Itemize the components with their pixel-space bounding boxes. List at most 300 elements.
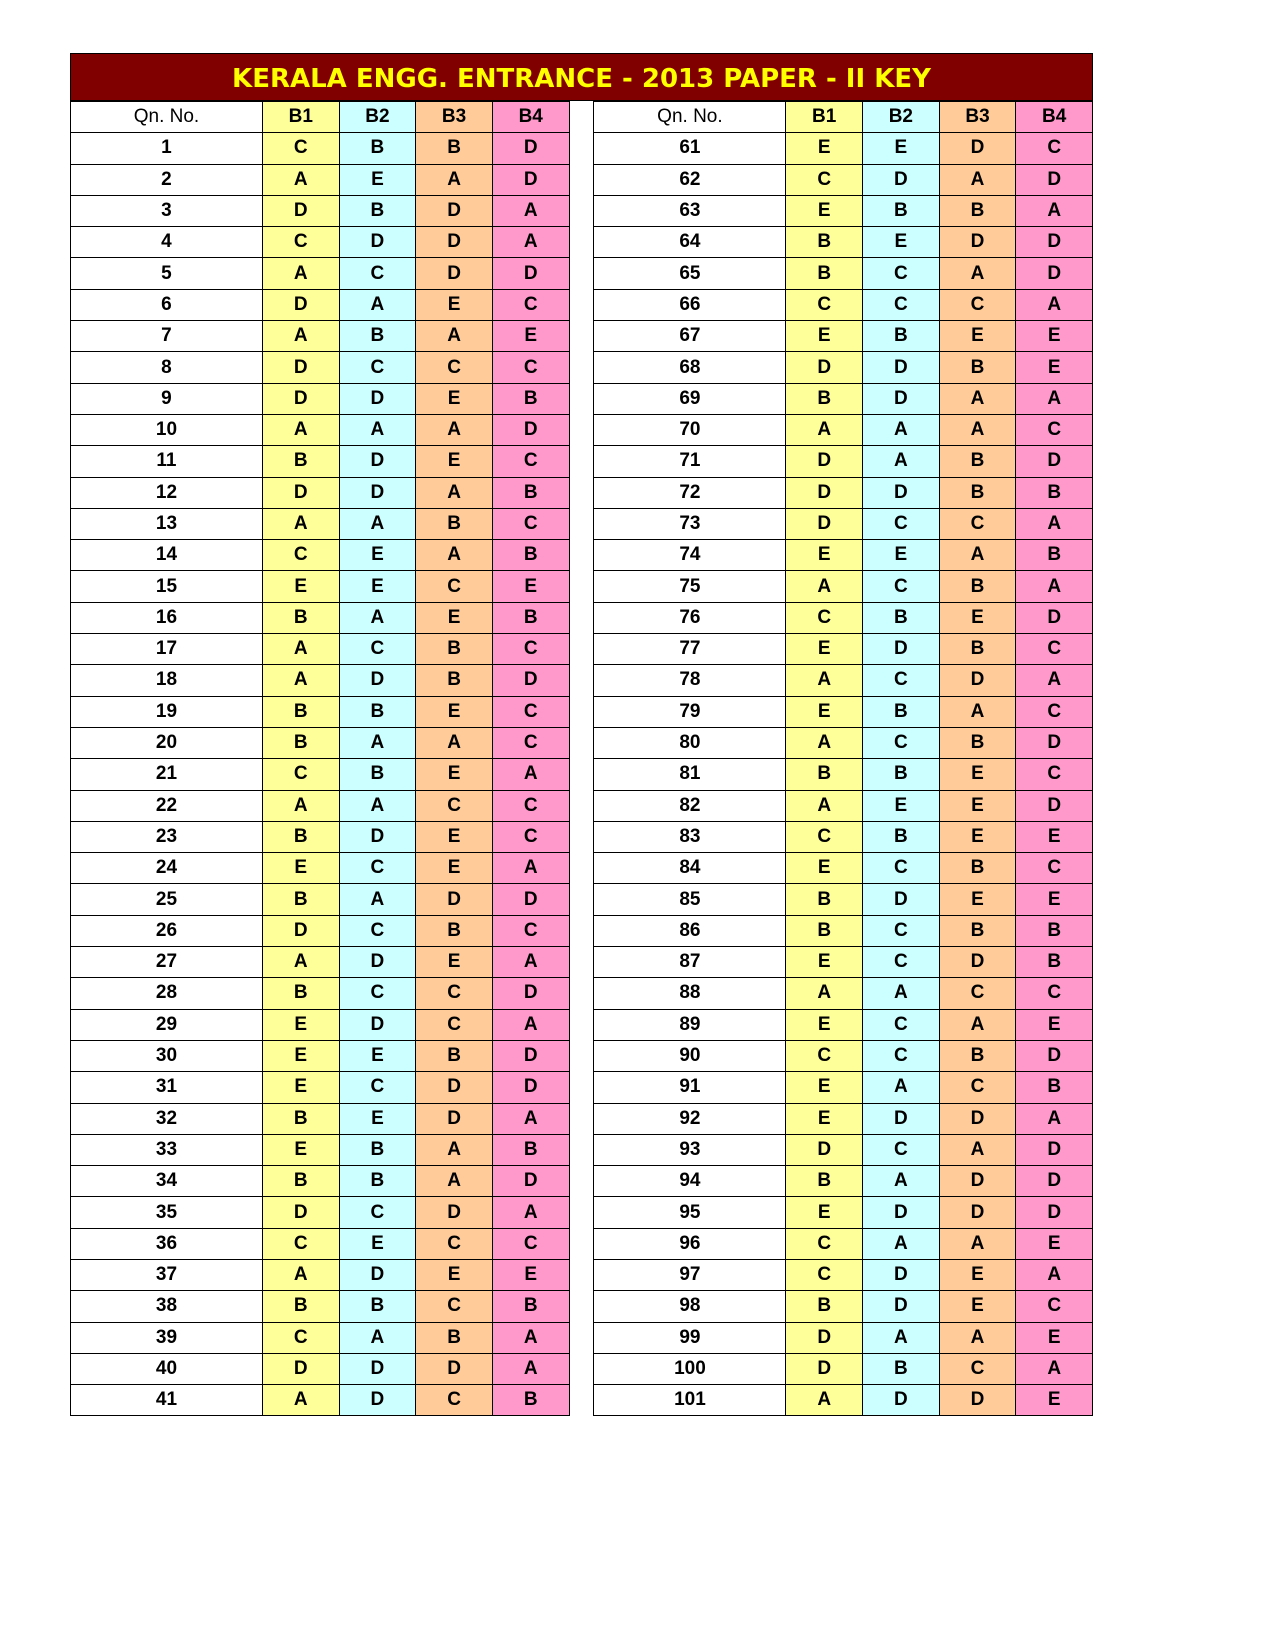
answer-b3: A xyxy=(416,727,493,758)
answer-b1: A xyxy=(786,665,863,696)
answer-b3: B xyxy=(939,446,1016,477)
answer-b4: D xyxy=(1016,227,1093,258)
answer-b2: D xyxy=(339,1385,416,1416)
answer-b1: C xyxy=(262,227,339,258)
answer-b2: A xyxy=(339,1322,416,1353)
table-row xyxy=(594,352,1093,383)
table-row xyxy=(71,1166,570,1197)
table-row xyxy=(71,227,570,258)
answer-b2: A xyxy=(339,884,416,915)
answer-b2: D xyxy=(863,477,940,508)
answer-b3: D xyxy=(416,1197,493,1228)
table-row xyxy=(594,383,1093,414)
table-row xyxy=(71,696,570,727)
answer-b2: A xyxy=(339,414,416,445)
answer-table-right xyxy=(593,101,1093,1416)
header-b1: B1 xyxy=(786,102,863,133)
answer-b4: D xyxy=(492,1166,569,1197)
table-row xyxy=(71,884,570,915)
answer-b4: E xyxy=(1016,1322,1093,1353)
answer-b4: E xyxy=(1016,321,1093,352)
answer-b3: A xyxy=(416,1134,493,1165)
answer-b3: A xyxy=(939,414,1016,445)
answer-b3: C xyxy=(939,1072,1016,1103)
answer-b3: A xyxy=(939,164,1016,195)
table-row xyxy=(594,727,1093,758)
question-number: 101 xyxy=(594,1385,786,1416)
answer-b1: C xyxy=(786,1259,863,1290)
answer-b2: B xyxy=(339,696,416,727)
answer-b4: A xyxy=(492,227,569,258)
table-row xyxy=(594,790,1093,821)
answer-b3: C xyxy=(416,1385,493,1416)
answer-b2: C xyxy=(863,1040,940,1071)
table-row xyxy=(594,1072,1093,1103)
answer-b4: A xyxy=(1016,1103,1093,1134)
question-number: 18 xyxy=(71,665,263,696)
answer-b1: A xyxy=(262,1259,339,1290)
answer-b2: D xyxy=(339,477,416,508)
answer-b3: B xyxy=(416,1040,493,1071)
answer-b3: C xyxy=(416,790,493,821)
table-row xyxy=(594,321,1093,352)
answer-b1: A xyxy=(786,414,863,445)
answer-b1: D xyxy=(262,289,339,320)
answer-b3: E xyxy=(939,1291,1016,1322)
table-row xyxy=(71,414,570,445)
answer-b4: B xyxy=(492,602,569,633)
question-number: 12 xyxy=(71,477,263,508)
answer-b3: E xyxy=(939,790,1016,821)
answer-b1: B xyxy=(262,446,339,477)
answer-b3: E xyxy=(939,321,1016,352)
answer-b4: D xyxy=(492,414,569,445)
answer-b3: B xyxy=(939,571,1016,602)
question-number: 96 xyxy=(594,1228,786,1259)
answer-b3: B xyxy=(939,352,1016,383)
answer-b1: B xyxy=(786,1291,863,1322)
answer-b2: D xyxy=(339,227,416,258)
table-row xyxy=(594,1197,1093,1228)
answer-b4: C xyxy=(492,634,569,665)
answer-b4: E xyxy=(1016,821,1093,852)
answer-b1: B xyxy=(262,1291,339,1322)
answer-b1: B xyxy=(262,602,339,633)
answer-b1: B xyxy=(262,727,339,758)
answer-b4: D xyxy=(1016,602,1093,633)
answer-b2: C xyxy=(339,258,416,289)
answer-b3: D xyxy=(416,1353,493,1384)
question-number: 37 xyxy=(71,1259,263,1290)
question-number: 77 xyxy=(594,634,786,665)
answer-b1: E xyxy=(262,571,339,602)
answer-b1: E xyxy=(786,1009,863,1040)
answer-b1: D xyxy=(786,1134,863,1165)
table-row xyxy=(71,289,570,320)
answer-b3: A xyxy=(939,1228,1016,1259)
answer-b3: A xyxy=(939,258,1016,289)
table-row xyxy=(594,1322,1093,1353)
answer-b2: D xyxy=(339,821,416,852)
answer-b4: A xyxy=(492,1322,569,1353)
question-number: 36 xyxy=(71,1228,263,1259)
answer-b3: E xyxy=(416,821,493,852)
answer-b2: B xyxy=(339,759,416,790)
answer-b2: C xyxy=(339,1072,416,1103)
table-row xyxy=(71,133,570,164)
header-qn: Qn. No. xyxy=(71,102,263,133)
answer-b4: C xyxy=(492,727,569,758)
answer-b4: E xyxy=(1016,884,1093,915)
table-row xyxy=(594,1134,1093,1165)
answer-b3: B xyxy=(939,195,1016,226)
answer-b2: E xyxy=(863,133,940,164)
answer-b3: B xyxy=(416,133,493,164)
answer-b3: E xyxy=(939,821,1016,852)
table-row xyxy=(71,1385,570,1416)
question-number: 93 xyxy=(594,1134,786,1165)
answer-b2: D xyxy=(339,383,416,414)
answer-b2: B xyxy=(863,321,940,352)
answer-b1: A xyxy=(786,790,863,821)
answer-b1: C xyxy=(786,1040,863,1071)
table-row xyxy=(594,602,1093,633)
table-row xyxy=(71,602,570,633)
answer-b1: E xyxy=(262,853,339,884)
question-number: 81 xyxy=(594,759,786,790)
answer-b1: E xyxy=(786,540,863,571)
question-number: 39 xyxy=(71,1322,263,1353)
answer-b2: C xyxy=(863,727,940,758)
answer-b2: A xyxy=(339,289,416,320)
answer-b2: E xyxy=(339,1228,416,1259)
question-number: 7 xyxy=(71,321,263,352)
answer-b1: B xyxy=(786,227,863,258)
answer-b1: A xyxy=(262,790,339,821)
answer-b4: A xyxy=(1016,1353,1093,1384)
answer-b2: D xyxy=(863,1385,940,1416)
question-number: 98 xyxy=(594,1291,786,1322)
header-b1: B1 xyxy=(262,102,339,133)
answer-b2: B xyxy=(863,759,940,790)
answer-b4: A xyxy=(1016,508,1093,539)
answer-b3: E xyxy=(416,853,493,884)
table-row xyxy=(594,915,1093,946)
answer-b3: E xyxy=(939,884,1016,915)
answer-b1: D xyxy=(786,446,863,477)
answer-b4: C xyxy=(492,508,569,539)
answer-b4: B xyxy=(1016,915,1093,946)
answer-b1: E xyxy=(786,634,863,665)
answer-b2: C xyxy=(863,1134,940,1165)
table-row xyxy=(594,195,1093,226)
question-number: 68 xyxy=(594,352,786,383)
answer-b1: A xyxy=(262,258,339,289)
answer-b4: A xyxy=(1016,571,1093,602)
answer-b1: E xyxy=(786,1072,863,1103)
answer-b2: C xyxy=(339,1197,416,1228)
answer-b2: C xyxy=(863,289,940,320)
question-number: 89 xyxy=(594,1009,786,1040)
answer-b4: E xyxy=(492,571,569,602)
question-number: 23 xyxy=(71,821,263,852)
answer-b1: A xyxy=(262,164,339,195)
answer-b4: D xyxy=(492,1040,569,1071)
answer-b2: A xyxy=(863,1228,940,1259)
question-number: 88 xyxy=(594,978,786,1009)
table-row xyxy=(71,978,570,1009)
answer-b2: D xyxy=(863,1259,940,1290)
answer-b4: D xyxy=(1016,1166,1093,1197)
answer-b2: A xyxy=(863,978,940,1009)
header-b2: B2 xyxy=(863,102,940,133)
question-number: 15 xyxy=(71,571,263,602)
answer-b1: C xyxy=(786,289,863,320)
table-row xyxy=(71,195,570,226)
answer-b2: A xyxy=(863,1322,940,1353)
question-number: 8 xyxy=(71,352,263,383)
answer-b4: D xyxy=(492,258,569,289)
answer-b1: B xyxy=(262,978,339,1009)
answer-b3: D xyxy=(939,133,1016,164)
table-row xyxy=(594,1353,1093,1384)
question-number: 14 xyxy=(71,540,263,571)
answer-b4: E xyxy=(1016,1009,1093,1040)
question-number: 82 xyxy=(594,790,786,821)
table-row xyxy=(594,227,1093,258)
answer-b2: A xyxy=(863,1166,940,1197)
header-b4: B4 xyxy=(1016,102,1093,133)
question-number: 85 xyxy=(594,884,786,915)
answer-b3: D xyxy=(416,884,493,915)
answer-b1: C xyxy=(786,821,863,852)
answer-b1: E xyxy=(786,321,863,352)
answer-b4: D xyxy=(1016,727,1093,758)
question-number: 38 xyxy=(71,1291,263,1322)
table-row xyxy=(71,1228,570,1259)
answer-b3: D xyxy=(939,665,1016,696)
answer-b2: C xyxy=(863,665,940,696)
answer-b1: A xyxy=(262,414,339,445)
answer-b2: A xyxy=(339,790,416,821)
table-row xyxy=(71,1009,570,1040)
answer-b4: C xyxy=(492,915,569,946)
answer-b3: A xyxy=(939,1322,1016,1353)
answer-b3: A xyxy=(939,1134,1016,1165)
answer-b2: A xyxy=(863,414,940,445)
answer-b1: D xyxy=(786,477,863,508)
table-row xyxy=(594,821,1093,852)
answer-b1: D xyxy=(786,1322,863,1353)
answer-b3: E xyxy=(416,947,493,978)
answer-b3: C xyxy=(939,508,1016,539)
answer-b4: E xyxy=(1016,1385,1093,1416)
table-row xyxy=(71,634,570,665)
answer-b2: B xyxy=(863,1353,940,1384)
answer-b4: E xyxy=(1016,352,1093,383)
column-gap xyxy=(570,101,594,1416)
answer-b2: D xyxy=(863,884,940,915)
answer-b1: B xyxy=(786,383,863,414)
answer-b2: D xyxy=(339,1353,416,1384)
answer-b2: D xyxy=(339,1259,416,1290)
answer-b1: E xyxy=(786,133,863,164)
answer-b4: D xyxy=(1016,1040,1093,1071)
question-number: 91 xyxy=(594,1072,786,1103)
answer-b3: C xyxy=(416,1291,493,1322)
question-number: 9 xyxy=(71,383,263,414)
answer-b3: B xyxy=(939,853,1016,884)
question-number: 79 xyxy=(594,696,786,727)
table-row xyxy=(594,1259,1093,1290)
table-row xyxy=(594,1103,1093,1134)
table-row xyxy=(594,884,1093,915)
answer-b4: D xyxy=(492,164,569,195)
answer-b1: B xyxy=(786,915,863,946)
answer-b4: B xyxy=(492,1291,569,1322)
question-number: 4 xyxy=(71,227,263,258)
sheet-title: KERALA ENGG. ENTRANCE - 2013 PAPER - II KEY xyxy=(70,53,1093,101)
answer-b1: E xyxy=(262,1072,339,1103)
answer-b3: A xyxy=(939,696,1016,727)
table-row xyxy=(71,727,570,758)
table-row xyxy=(71,477,570,508)
question-number: 73 xyxy=(594,508,786,539)
answer-b1: B xyxy=(262,884,339,915)
answer-b4: D xyxy=(1016,1197,1093,1228)
question-number: 65 xyxy=(594,258,786,289)
answer-b4: B xyxy=(492,1134,569,1165)
answer-b3: A xyxy=(416,477,493,508)
question-number: 61 xyxy=(594,133,786,164)
question-number: 62 xyxy=(594,164,786,195)
answer-b3: C xyxy=(416,1009,493,1040)
table-row xyxy=(71,1040,570,1071)
answer-b3: C xyxy=(939,978,1016,1009)
table-row xyxy=(594,1385,1093,1416)
question-number: 31 xyxy=(71,1072,263,1103)
answer-b3: E xyxy=(416,289,493,320)
answer-b4: A xyxy=(1016,665,1093,696)
answer-b4: C xyxy=(1016,696,1093,727)
question-number: 63 xyxy=(594,195,786,226)
table-row xyxy=(594,1040,1093,1071)
answer-b2: C xyxy=(863,947,940,978)
question-number: 83 xyxy=(594,821,786,852)
answer-b4: A xyxy=(492,1103,569,1134)
answer-b3: E xyxy=(416,1259,493,1290)
answer-b1: D xyxy=(262,1353,339,1384)
table-row xyxy=(71,258,570,289)
answer-b4: A xyxy=(492,1353,569,1384)
answer-b1: B xyxy=(262,696,339,727)
answer-b1: D xyxy=(786,352,863,383)
answer-b3: A xyxy=(416,540,493,571)
answer-b3: C xyxy=(939,1353,1016,1384)
answer-b4: B xyxy=(1016,477,1093,508)
answer-b1: A xyxy=(262,321,339,352)
question-number: 40 xyxy=(71,1353,263,1384)
answer-b4: D xyxy=(1016,164,1093,195)
question-number: 22 xyxy=(71,790,263,821)
answer-b2: B xyxy=(863,602,940,633)
answer-b1: D xyxy=(786,508,863,539)
answer-b4: B xyxy=(1016,1072,1093,1103)
answer-b2: E xyxy=(339,164,416,195)
question-number: 2 xyxy=(71,164,263,195)
question-number: 97 xyxy=(594,1259,786,1290)
answer-b3: D xyxy=(416,1103,493,1134)
answer-b3: C xyxy=(416,1228,493,1259)
table-row xyxy=(594,853,1093,884)
question-number: 74 xyxy=(594,540,786,571)
answer-b3: E xyxy=(939,759,1016,790)
answer-b1: A xyxy=(786,1385,863,1416)
answer-b2: C xyxy=(863,1009,940,1040)
answer-b2: C xyxy=(863,258,940,289)
answer-b4: C xyxy=(492,289,569,320)
answer-b2: A xyxy=(339,602,416,633)
answer-b3: E xyxy=(416,696,493,727)
answer-b1: D xyxy=(786,1353,863,1384)
table-row xyxy=(594,978,1093,1009)
answer-b1: B xyxy=(786,258,863,289)
answer-b1: B xyxy=(786,759,863,790)
answer-b1: E xyxy=(786,1103,863,1134)
answer-b3: B xyxy=(939,915,1016,946)
answer-b1: D xyxy=(262,915,339,946)
question-number: 17 xyxy=(71,634,263,665)
table-row xyxy=(594,571,1093,602)
question-number: 1 xyxy=(71,133,263,164)
answer-b4: A xyxy=(492,195,569,226)
table-row xyxy=(594,477,1093,508)
answer-b2: C xyxy=(863,571,940,602)
answer-b1: C xyxy=(262,133,339,164)
answer-b1: A xyxy=(262,665,339,696)
answer-b2: C xyxy=(339,634,416,665)
answer-b1: A xyxy=(786,978,863,1009)
answer-b3: D xyxy=(939,947,1016,978)
answer-b1: D xyxy=(262,195,339,226)
answer-b4: D xyxy=(492,665,569,696)
question-number: 100 xyxy=(594,1353,786,1384)
table-row xyxy=(594,665,1093,696)
answer-b1: A xyxy=(262,634,339,665)
question-number: 90 xyxy=(594,1040,786,1071)
table-row xyxy=(71,821,570,852)
answer-b2: E xyxy=(863,227,940,258)
question-number: 16 xyxy=(71,602,263,633)
answer-b2: D xyxy=(863,1291,940,1322)
question-number: 3 xyxy=(71,195,263,226)
question-number: 27 xyxy=(71,947,263,978)
answer-b3: B xyxy=(416,508,493,539)
answer-b4: C xyxy=(492,790,569,821)
answer-b3: B xyxy=(939,727,1016,758)
answer-b1: E xyxy=(262,1134,339,1165)
answer-b3: B xyxy=(939,477,1016,508)
answer-b1: C xyxy=(262,1228,339,1259)
answer-b4: C xyxy=(492,352,569,383)
header-b2: B2 xyxy=(339,102,416,133)
question-number: 32 xyxy=(71,1103,263,1134)
question-number: 26 xyxy=(71,915,263,946)
table-row xyxy=(594,1009,1093,1040)
question-number: 75 xyxy=(594,571,786,602)
answer-b4: A xyxy=(492,853,569,884)
answer-b4: A xyxy=(1016,195,1093,226)
